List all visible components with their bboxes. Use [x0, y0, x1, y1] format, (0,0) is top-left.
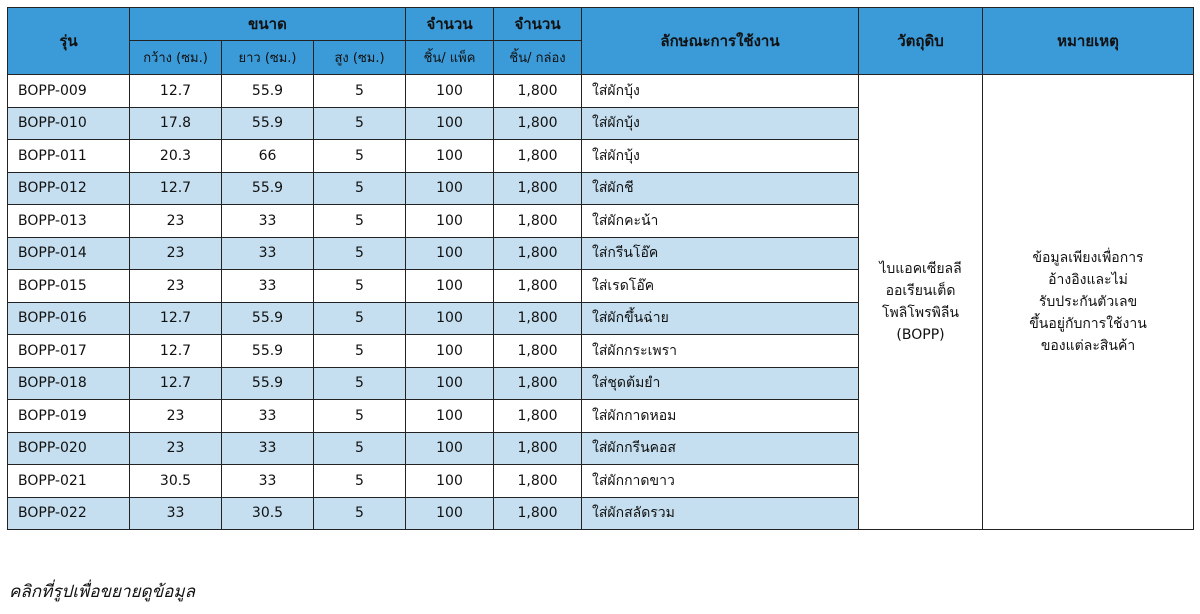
product-spec-table [7, 7, 1194, 530]
cell-model: BOPP-014 [8, 237, 130, 270]
cell-length: 33 [222, 205, 314, 238]
cell-height: 5 [314, 432, 406, 465]
cell-model: BOPP-019 [8, 400, 130, 433]
cell-usage: ใส่ชุดต้มยำ [582, 367, 859, 400]
cell-length: 33 [222, 432, 314, 465]
header-remark: หมายเหตุ [983, 8, 1194, 75]
cell-width: 12.7 [130, 367, 222, 400]
cell-height: 5 [314, 400, 406, 433]
header-qty-box-unit: ชิ้น/ กล่อง [494, 41, 582, 75]
cell-model: BOPP-015 [8, 270, 130, 303]
cell-model: BOPP-017 [8, 335, 130, 368]
product-spec-table-container [7, 7, 1193, 530]
cell-width: 12.7 [130, 172, 222, 205]
cell-qty-pack: 100 [406, 302, 494, 335]
header-width: กว้าง (ซม.) [130, 41, 222, 75]
cell-model: BOPP-016 [8, 302, 130, 335]
cell-qty-box: 1,800 [494, 140, 582, 173]
cell-height: 5 [314, 465, 406, 498]
cell-usage: ใส่ผักชี [582, 172, 859, 205]
cell-width: 17.8 [130, 107, 222, 140]
cell-width: 30.5 [130, 465, 222, 498]
cell-length: 33 [222, 465, 314, 498]
cell-qty-box: 1,800 [494, 172, 582, 205]
header-qty-pack-unit: ชิ้น/ แพ็ค [406, 41, 494, 75]
cell-width: 20.3 [130, 140, 222, 173]
remark-line: ของแต่ละสินค้า [1040, 338, 1136, 354]
cell-usage: ใส่ผักคะน้า [582, 205, 859, 238]
cell-qty-pack: 100 [406, 237, 494, 270]
cell-qty-box: 1,800 [494, 205, 582, 238]
cell-height: 5 [314, 140, 406, 173]
header-row-1 [8, 8, 1194, 41]
cell-width: 23 [130, 237, 222, 270]
cell-length: 55.9 [222, 75, 314, 108]
cell-qty-box: 1,800 [494, 432, 582, 465]
material-line: ออเรียนเต็ด [885, 283, 956, 299]
cell-height: 5 [314, 367, 406, 400]
cell-model: BOPP-011 [8, 140, 130, 173]
cell-usage: ใส่ผักสลัดรวม [582, 497, 859, 530]
header-qty-box: จำนวน [494, 8, 582, 41]
cell-width: 23 [130, 432, 222, 465]
cell-length: 55.9 [222, 302, 314, 335]
cell-length: 33 [222, 400, 314, 433]
cell-length: 66 [222, 140, 314, 173]
cell-usage: ใส่ผักบุ้ง [582, 140, 859, 173]
cell-qty-box: 1,800 [494, 302, 582, 335]
cell-usage: ใส่ผักบุ้ง [582, 75, 859, 108]
cell-qty-box: 1,800 [494, 367, 582, 400]
cell-height: 5 [314, 497, 406, 530]
cell-material [859, 75, 983, 530]
remark-line: ข้อมูลเพียงเพื่อการ [1032, 250, 1144, 266]
cell-width: 12.7 [130, 302, 222, 335]
cell-width: 23 [130, 205, 222, 238]
cell-model: BOPP-012 [8, 172, 130, 205]
cell-qty-pack: 100 [406, 107, 494, 140]
header-size: ขนาด [130, 8, 406, 41]
cell-length: 55.9 [222, 107, 314, 140]
cell-length: 55.9 [222, 172, 314, 205]
cell-height: 5 [314, 75, 406, 108]
cell-qty-pack: 100 [406, 172, 494, 205]
header-material: วัตถุดิบ [859, 8, 983, 75]
remark-line: รับประกันตัวเลข [1038, 294, 1138, 310]
cell-model: BOPP-010 [8, 107, 130, 140]
cell-width: 23 [130, 400, 222, 433]
cell-length: 55.9 [222, 367, 314, 400]
cell-height: 5 [314, 205, 406, 238]
cell-height: 5 [314, 270, 406, 303]
cell-width: 12.7 [130, 75, 222, 108]
cell-qty-pack: 100 [406, 75, 494, 108]
cell-qty-pack: 100 [406, 497, 494, 530]
cell-model: BOPP-009 [8, 75, 130, 108]
cell-usage: ใส่ผักกระเพรา [582, 335, 859, 368]
cell-length: 55.9 [222, 335, 314, 368]
cell-usage: ใส่เรดโอ๊ค [582, 270, 859, 303]
cell-qty-pack: 100 [406, 432, 494, 465]
material-line: ไบแอคเซียลลี [879, 261, 962, 277]
cell-usage: ใส่ผักกาดหอม [582, 400, 859, 433]
cell-usage: ใส่ผักขึ้นฉ่าย [582, 302, 859, 335]
cell-usage: ใส่กรีนโอ๊ค [582, 237, 859, 270]
cell-remark [983, 75, 1194, 530]
cell-model: BOPP-018 [8, 367, 130, 400]
cell-usage: ใส่ผักกรีนคอส [582, 432, 859, 465]
cell-qty-pack: 100 [406, 205, 494, 238]
cell-model: BOPP-021 [8, 465, 130, 498]
cell-qty-box: 1,800 [494, 335, 582, 368]
table-row [8, 75, 1194, 108]
cell-qty-pack: 100 [406, 465, 494, 498]
cell-height: 5 [314, 302, 406, 335]
cell-width: 33 [130, 497, 222, 530]
remark-line: อ้างอิงและไม่ [1048, 272, 1128, 288]
cell-model: BOPP-020 [8, 432, 130, 465]
header-usage: ลักษณะการใช้งาน [582, 8, 859, 75]
cell-height: 5 [314, 237, 406, 270]
cell-length: 30.5 [222, 497, 314, 530]
cell-qty-pack: 100 [406, 335, 494, 368]
remark-line: ขึ้นอยู่กับการใช้งาน [1029, 316, 1147, 332]
cell-qty-box: 1,800 [494, 465, 582, 498]
cell-height: 5 [314, 172, 406, 205]
table-body [8, 75, 1194, 530]
cell-qty-pack: 100 [406, 367, 494, 400]
cell-height: 5 [314, 107, 406, 140]
cell-qty-box: 1,800 [494, 400, 582, 433]
cell-length: 33 [222, 237, 314, 270]
header-length: ยาว (ซม.) [222, 41, 314, 75]
cell-width: 12.7 [130, 335, 222, 368]
cell-model: BOPP-022 [8, 497, 130, 530]
header-qty-pack: จำนวน [406, 8, 494, 41]
header-height: สูง (ซม.) [314, 41, 406, 75]
cell-model: BOPP-013 [8, 205, 130, 238]
header-model: รุ่น [8, 8, 130, 75]
material-line: โพลิโพรพิลีน [882, 305, 959, 321]
cell-qty-pack: 100 [406, 270, 494, 303]
cell-usage: ใส่ผักกาดขาว [582, 465, 859, 498]
cell-qty-pack: 100 [406, 140, 494, 173]
cell-qty-box: 1,800 [494, 270, 582, 303]
material-line: (BOPP) [896, 327, 945, 343]
cell-height: 5 [314, 335, 406, 368]
cell-qty-box: 1,800 [494, 497, 582, 530]
click-to-enlarge-caption[interactable]: คลิกที่รูปเพื่อขยายดูข้อมูล [9, 582, 196, 602]
cell-qty-box: 1,800 [494, 237, 582, 270]
cell-qty-box: 1,800 [494, 75, 582, 108]
cell-qty-box: 1,800 [494, 107, 582, 140]
cell-width: 23 [130, 270, 222, 303]
cell-usage: ใส่ผักบุ้ง [582, 107, 859, 140]
cell-length: 33 [222, 270, 314, 303]
cell-qty-pack: 100 [406, 400, 494, 433]
